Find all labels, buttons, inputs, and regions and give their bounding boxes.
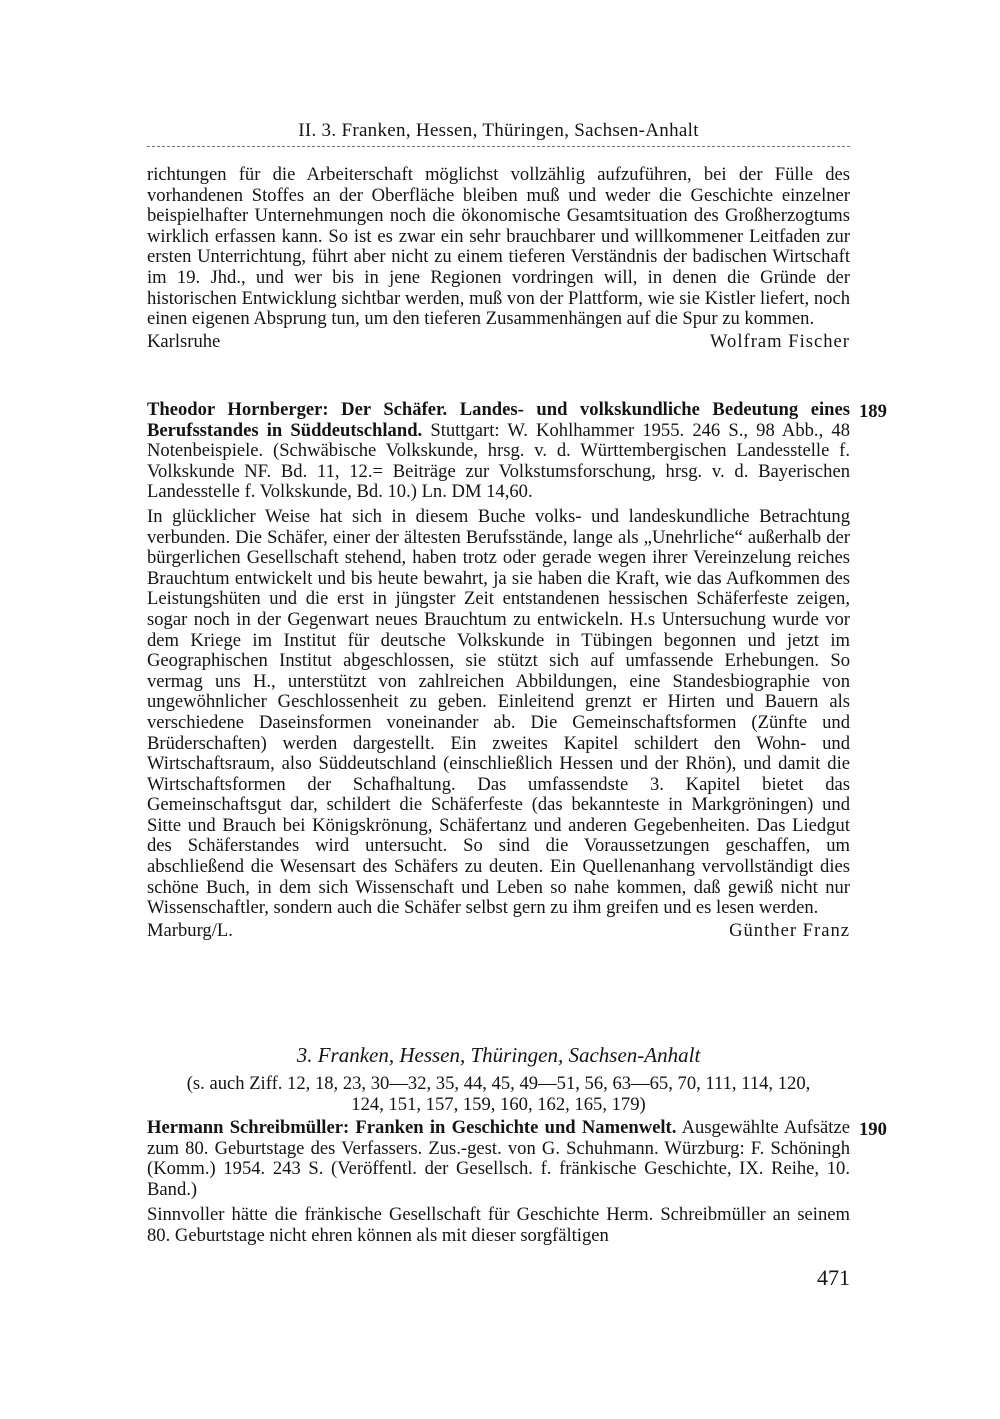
document-page <box>147 0 887 1419</box>
signature-place: Marburg/L. <box>147 919 233 941</box>
cross-reference <box>147 1073 850 1115</box>
running-head: II. 3. Franken, Hessen, Thüringen, Sachsen-Anhalt <box>298 120 699 141</box>
entry-189 <box>147 400 850 941</box>
cross-reference-line: 124, 151, 157, 159, 160, 162, 165, 179) <box>351 1094 646 1115</box>
entry-title: Hermann Schreibmüller: Franken in Geschichte und Namenwelt. <box>147 1117 677 1138</box>
entry-number: 190 <box>859 1119 887 1140</box>
section-heading: 3. Franken, Hessen, Thüringen, Sachsen-Anhalt <box>296 1043 701 1067</box>
entry-citation <box>147 1118 850 1200</box>
entry-citation <box>147 400 850 503</box>
entry-title: Theodor Hornberger: Der Schäfer. Landes- und volkskundliche Bedeutung eines Berufsstandes in Süddeutschland. <box>147 399 850 441</box>
signature-line <box>147 331 850 352</box>
entry-bibliography: Stuttgart: W. Kohlhammer 1955. 246 S., 98 Abb., 48 Notenbeispiele. (Schwäbische Volkskunde, hrsg. v. d. Württembergischen Landesstelle f. Volkskunde NF. Bd. 11, 12.= Beiträge zur Volkstumsforschung, hrsg. v. d. Bayerischen Landesstelle f. Volkskunde, Bd. 10.) Ln. DM 14,60. <box>147 419 850 503</box>
entry-review: Sinnvoller hätte die fränkische Gesellschaft für Geschichte Herm. Schreibmüller an seinem 80. Geburtstage nicht ehren können als mit dieser sorgfältigen <box>147 1204 850 1246</box>
signature-line <box>147 920 850 941</box>
header-rule <box>147 146 850 147</box>
signature-place: Karlsruhe <box>147 330 221 352</box>
entry-190 <box>147 1118 850 1247</box>
continued-review <box>147 165 850 352</box>
signature-reviewer: Günther Franz <box>729 919 850 941</box>
entry-bibliography: Ausgewählte Aufsätze zum 80. Geburtstage des Verfassers. Zus.-gest. von G. Schuhmann. Würzburg: F. Schöningh (Komm.) 1954. 243 S. (Veröffentl. der Gesellsch. f. fränkische Geschichte, IX. Reihe, 10. Band.) <box>147 1117 850 1200</box>
entry-review: In glücklicher Weise hat sich in diesem Buche volks- und landeskundliche Betrachtung verbunden. Die Schäfer, einer der ältesten Berufsstände, lange als „Unehrliche“ außerhalb der bürgerlichen Gesellschaft stehend, haben trotz oder gerade wegen ihrer Vereinzelung reiches Brauchtum entwickelt und bis heute bewahrt, ja sie haben die Kraft, wie das Aufkommen des Leistungshüten und die erst in jüngster Zeit entstandenen hessischen Schäferfeste zeigen, sogar noch in der Gegenwart neues Brauchtum zu entwickeln. H.s Untersuchung wurde vor dem Kriege im Institut für deutsche Volkskunde in Tübingen begonnen und jetzt im Geographischen Institut abgeschlossen, sie stützt sich auf umfassende Erhebungen. So vermag uns H., unterstützt von zahlreichen Abbildungen, eine Standesbiographie von ungewöhnlicher Geschlossenheit zu geben. Einleitend grenzt er Hirten und Bauern als verschiedene Daseinsformen voneinander ab. Die Gemeinschaftsformen (Zünfte und Brüderschaften) werden dargestellt. Ein zweites Kapitel schildert den Wohn- und Wirtschaftsraum, also Süddeutschland (einschließlich Hessen und der Rhön), und damit die Wirtschaftsformen der Schafhaltung. Das umfassendste 3. Kapitel bietet das Gemeinschaftsgut dar, schildert die Schäferfeste (das bekannteste in Markgröningen) und Sitte und Brauch bei Königskrönung, Schäfertanz und anderen Gegebenheiten. Das Liedgut des Schäferstandes wird untersucht. So sind die Voraussetzungen geschaffen, um abschließend die Wesensart des Schäfers zu deuten. Ein Quellenanhang vervollständigt dies schöne Buch, in dem sich Wissenschaft und Leben so nahe kommen, daß gewiß nicht nur Wissenschaftler, sondern auch die Schäfer selbst gern zu ihm greifen und es lesen werden. <box>147 505 850 919</box>
cross-reference-line: (s. auch Ziff. 12, 18, 23, 30—32, 35, 44, 45, 49—51, 56, 63—65, 70, 111, 114, 120, <box>186 1073 811 1094</box>
signature-reviewer: Wolfram Fischer <box>709 330 850 352</box>
continued-review-text: richtungen für die Arbeiterschaft möglichst vollzählig aufzuführen, bei der Fülle des vorhandenen Stoffes an der Oberfläche bleiben muß und weder die Geschichte einzelner beispielhafter Unternehmungen noch die ökonomische Gesamtsituation des Großherzogtums wirklich erfassen kann. So ist es zwar ein sehr brauchbarer und willkommener Leitfaden zur ersten Unterrichtung, führt aber nicht zu einem tieferen Verständnis der badischen Wirtschaft im 19. Jhd., und wer bis in jene Regionen vordringen will, in denen die Gründe der historischen Entwicklung sichtbar werden, muß von der Plattform, wie sie Kistler liefert, noch einen eigenen Absprung tun, um den tieferen Zusammenhängen auf die Spur zu kommen. <box>147 164 850 330</box>
page-number: 471 <box>817 1265 850 1290</box>
entry-number: 189 <box>859 401 887 422</box>
